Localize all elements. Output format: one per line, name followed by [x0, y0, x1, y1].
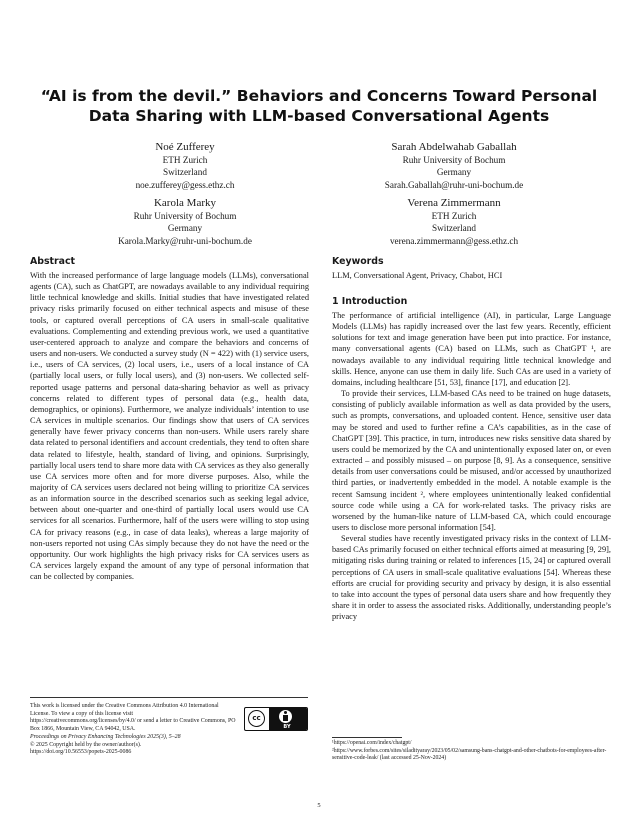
proceedings-line: Proceedings on Privacy Enhancing Technologies 2025(3), 5–28 [30, 733, 181, 740]
introduction-heading: 1 Introduction [332, 296, 408, 307]
author-affiliation: ETH Zurich [431, 211, 477, 221]
author-name: Sarah Abdelwahab Gaballah [391, 141, 517, 153]
author-affiliation: Ruhr University of Bochum [402, 155, 506, 165]
author-name: Karola Marky [153, 197, 216, 209]
intro-paragraph: Several studies have recently investigated privacy risks in the context of LLM-based CAs primarily focused on either technical efforts aimed at measuring [9, 29], mitigating risks during training or related to inferences [15, 24] or captured overall perceptions of CA users in small-scale qualitative evaluations [54]. Whereas these efforts are crucial for providing security and privacy by design, it is also essential to take into account the types of personal data users share and how frequently they share it in order to assess the associated risks. Additionally, understanding people’s privacy [332, 534, 611, 622]
abstract-body [30, 270, 309, 582]
doi-link[interactable]: https://doi.org/10.56553/popets-2025-0086 [30, 749, 132, 756]
person-body-icon [283, 715, 288, 721]
author-country: Switzerland [163, 167, 207, 178]
author-block [50, 140, 320, 191]
keywords-body [332, 270, 611, 281]
cc-icon: cc [248, 710, 265, 727]
footnote-rule [332, 737, 402, 738]
author-name: Verena Zimmermann [407, 197, 501, 209]
author-affiliation: Ruhr University of Bochum [133, 211, 237, 221]
author-email: Karola.Marky@ruhr-uni-bochum.de [118, 235, 252, 246]
page-number: 5 [317, 802, 321, 809]
author-block [319, 196, 589, 247]
abstract-text: With the increased performance of large language models (LLMs), conversational agents (CA), such as ChatGPT, are nowadays available to any individual requiring little technical knowledge and skills. Initial studies that have investigated related privacy risks primarily focused on either technical aspects and misuse of these tools, or captured overall perceptions of CA users in small-scale qualitative evaluations. Complementing and extending previous work, we used a quantitative user-centered approach to analyze and compare the behaviors and concerns of users and non-users. We conducted a survey study (N = 422) with (1) service users, i.e., users of CA services, (2) local users, i.e., users of a local instance of CA (partially local users, or fully local users), and (3) non-users. We collected self-reported usage patterns and personal data-sharing behavior as well as privacy concerns related to different types of personal data (e.g., health data, demographics, or opinions). Furthermore, we analyze individuals’ intention to use CA services in multiple scenarios. Our findings show that users of CA services generally have fewer privacy concerns than non-users. While users rarely share data related to personal identifiers and account credentials, they tend to often share data related to lifestyle, health, standard of living, and opinions. Surprisingly, partially local users tend to share more data with CA services as they also generally use CA services more often and for more diverse purposes. Also, while the majority of CA services users declared not being willing to prioritize CA services as an information source in the described scenarios such as seeking legal advice, between about one-quarter and one-third of partially local users would use CA services for all scenarios. Furthermore, half of the users were willing to stop using CA for privacy reasons (e.g., in case of data leaks), whereas a large majority of non-users reported not using CAs simply because they do not have the need or the opportunity. Our work highlights the high privacy risks for CA services users as CA services largely expand the amount of any type of personal information that can be collected by companies. [30, 271, 309, 582]
keywords-text: LLM, Conversational Agent, Privacy, Chabot, HCI [332, 271, 503, 280]
author-country: Switzerland [432, 223, 476, 234]
author-email: noe.zufferey@gess.ethz.ch [135, 179, 235, 190]
author-block [319, 140, 589, 191]
intro-paragraph: To provide their services, LLM-based CAs need to be trained on huge datasets, consisting of publicly available information as well as data provided by the users, such as prompts, conversations, and uploaded content. Hence, sensitive user data may be stored and used to further refine a CA’s capabilities, as in the case of ChatGPT [39]. This practice, in turn, introduces new risks sensitive data shared by users could be memorized by the CA and unintentionally exposed later on, or even extracted – and possibly misused – on purpose [8, 9]. As a consequence, sensitive details from user conversations could be misused, and/or accessed by unauthorized third parties, or inadvertently embedded in the model. A notable example is the recent Samsung incident ², where employees unintentionally leaked confidential source code while using a CA for work-related tasks. The privacy risks are worsened by the human-like nature of LLM-based CA, which could encourage users to disclose more personal information [54]. [332, 389, 611, 532]
author-block [50, 196, 320, 247]
introduction-body [332, 310, 611, 622]
license-block [30, 703, 238, 757]
keywords-heading: Keywords [332, 256, 384, 267]
author-email: verena.zimmermann@gess.ethz.ch [389, 235, 519, 246]
license-rule [30, 697, 308, 698]
author-country: Germany [436, 167, 472, 178]
footnote-1[interactable]: ¹https://openai.com/index/chatgpt/ [332, 740, 412, 746]
author-country: Germany [167, 223, 203, 234]
footnote-2[interactable]: ²https://www.forbes.com/sites/siladityaray/2023/05/02/samsung-bans-chatgpt-and-other-chatbots-for-employees-after-sensitive-code-leak/ (last accessed 25-Nov-2024) [332, 747, 607, 762]
author-name: Noé Zufferey [155, 141, 215, 153]
by-label: BY [283, 724, 291, 730]
abstract-heading: Abstract [30, 256, 76, 267]
author-affiliation: ETH Zurich [162, 155, 208, 165]
copyright-line: © 2025 Copyright held by the owner/author(s). [30, 741, 142, 748]
person-head-icon [284, 711, 287, 714]
author-email: Sarah.Gaballah@ruhr-uni-bochum.de [384, 179, 524, 190]
footnotes [332, 740, 611, 763]
paper-title: “AI is from the devil.” Behaviors and Concerns Toward Personal Data Sharing with LLM-based Conversational Agents [40, 87, 598, 125]
intro-paragraph: The performance of artificial intelligence (AI), in particular, Large Language Models (LLMs) has rapidly increased over the last few years. Recently, efficient solutions for text and image generation have been put into practice. For instance, many conversational agents (CA) based on LLMs, such as ChatGPT ¹, are nowadays available to any individual requiring little technical knowledge and skills. Hence, anyone can use them in daily life. Such CAs are used in a variety of domains, including healthcare [51, 53], finance [17], and education [2]. [332, 311, 611, 387]
license-text: This work is licensed under the Creative Commons Attribution 4.0 International License. To view a copy of this license visit https://creativecommons.org/licenses/by/4.0/ or send a letter to Creative Commons, PO Box 1866, Mountain View, CA 94042, USA. [30, 703, 236, 733]
cc-by-license-icon[interactable] [244, 707, 308, 731]
